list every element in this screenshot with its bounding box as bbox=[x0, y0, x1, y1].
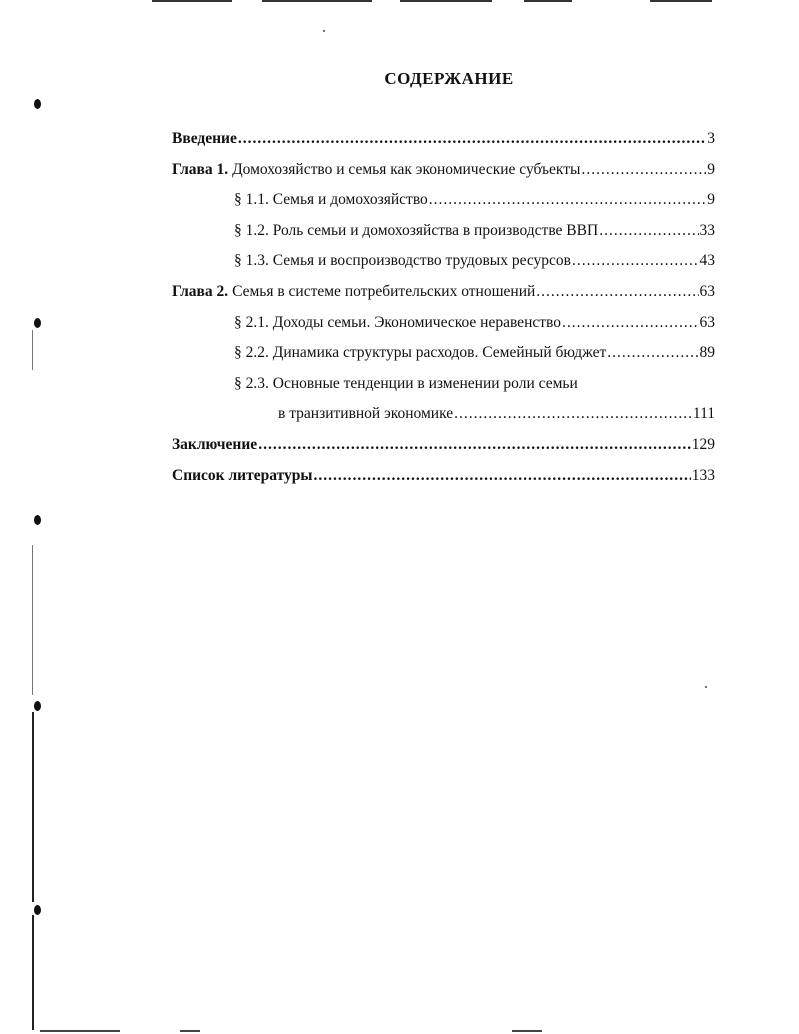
toc-chapter-number: Глава 1. bbox=[172, 160, 229, 178]
scan-speck bbox=[323, 30, 325, 32]
toc-entry bbox=[172, 283, 715, 314]
scan-edge-top bbox=[152, 0, 232, 2]
toc-entry bbox=[172, 222, 715, 253]
toc-entry-label: § 2.3. Основные тенденции в изменении роли семьи bbox=[234, 374, 578, 392]
toc-dot-leader bbox=[313, 467, 690, 485]
toc-entry bbox=[172, 344, 715, 375]
toc-entry-label: § 2.2. Динамика структуры расходов. Семейный бюджет bbox=[234, 344, 607, 362]
binder-hole bbox=[34, 701, 41, 711]
toc-dot-leader bbox=[607, 344, 698, 362]
toc-entry bbox=[172, 314, 715, 345]
toc-dot-leader bbox=[454, 405, 692, 423]
toc-entry-label: § 1.3. Семья и воспроизводство трудовых ресурсов bbox=[234, 252, 571, 270]
toc-dot-leader bbox=[581, 161, 706, 179]
toc-entry-label: § 1.2. Роль семьи и домохозяйства в производстве ВВП bbox=[234, 221, 599, 239]
margin-line bbox=[32, 330, 33, 370]
binder-hole bbox=[34, 515, 41, 525]
toc-dot-leader bbox=[258, 436, 691, 454]
margin-line bbox=[32, 712, 34, 902]
toc-entry-label: Список литературы bbox=[172, 466, 313, 484]
toc-entry-page: 3 bbox=[707, 130, 715, 147]
toc-entry bbox=[172, 375, 715, 406]
scan-edge-bottom bbox=[180, 1030, 200, 1032]
toc-entry bbox=[172, 161, 715, 192]
toc-dot-leader bbox=[429, 191, 706, 209]
page-title: СОДЕРЖАНИЕ bbox=[384, 69, 514, 88]
toc-entry-label: Введение bbox=[172, 130, 237, 147]
toc-dot-leader bbox=[238, 130, 706, 148]
toc-entry bbox=[172, 191, 715, 222]
toc-entry-page: 63 bbox=[699, 313, 715, 331]
scan-edge-top bbox=[400, 0, 492, 2]
scan-speck bbox=[705, 686, 707, 688]
toc-entry-page: 129 bbox=[691, 435, 715, 453]
toc-chapter-number: Глава 2. bbox=[172, 282, 229, 300]
margin-line bbox=[32, 915, 34, 1030]
binder-hole bbox=[34, 905, 41, 915]
toc-entry-page: 133 bbox=[691, 466, 715, 484]
scan-edge-top bbox=[524, 0, 572, 2]
toc-entry-label: § 1.1. Семья и домохозяйство bbox=[234, 191, 428, 209]
toc-entry-page: 111 bbox=[692, 405, 715, 423]
scan-edge-top bbox=[262, 0, 372, 2]
scan-edge-bottom bbox=[40, 1030, 120, 1032]
toc-dot-leader bbox=[599, 222, 698, 240]
toc-entry-label: Заключение bbox=[172, 435, 258, 453]
toc-entry-page: 89 bbox=[699, 344, 715, 362]
toc-dot-leader bbox=[536, 283, 698, 301]
binder-hole bbox=[34, 99, 41, 109]
toc-entry bbox=[172, 436, 715, 467]
toc-entry-page: 9 bbox=[707, 160, 715, 178]
toc-entry-label: Семья в системе потребительских отношений bbox=[232, 282, 536, 300]
margin-line bbox=[32, 545, 33, 695]
toc-entry-page: 63 bbox=[699, 282, 715, 300]
toc-entry-label: Домохозяйство и семья как экономические субъекты bbox=[232, 160, 581, 178]
toc-dot-leader bbox=[572, 252, 699, 270]
toc-entry-page: 33 bbox=[699, 221, 715, 239]
toc-entry-label: в транзитивной экономике bbox=[278, 405, 454, 423]
binder-hole bbox=[34, 318, 41, 328]
toc-entry-page: 9 bbox=[707, 191, 715, 209]
toc-entry-page: 43 bbox=[699, 252, 715, 270]
scan-edge-bottom bbox=[512, 1030, 542, 1032]
toc-entry-label: § 2.1. Доходы семьи. Экономическое неравенство bbox=[234, 313, 561, 331]
toc-dot-leader bbox=[562, 314, 699, 332]
toc-entry bbox=[172, 252, 715, 283]
table-of-contents bbox=[172, 130, 715, 497]
scan-edge-top bbox=[650, 0, 712, 2]
toc-entry bbox=[172, 130, 715, 161]
toc-entry bbox=[172, 467, 715, 498]
toc-entry bbox=[172, 405, 715, 436]
